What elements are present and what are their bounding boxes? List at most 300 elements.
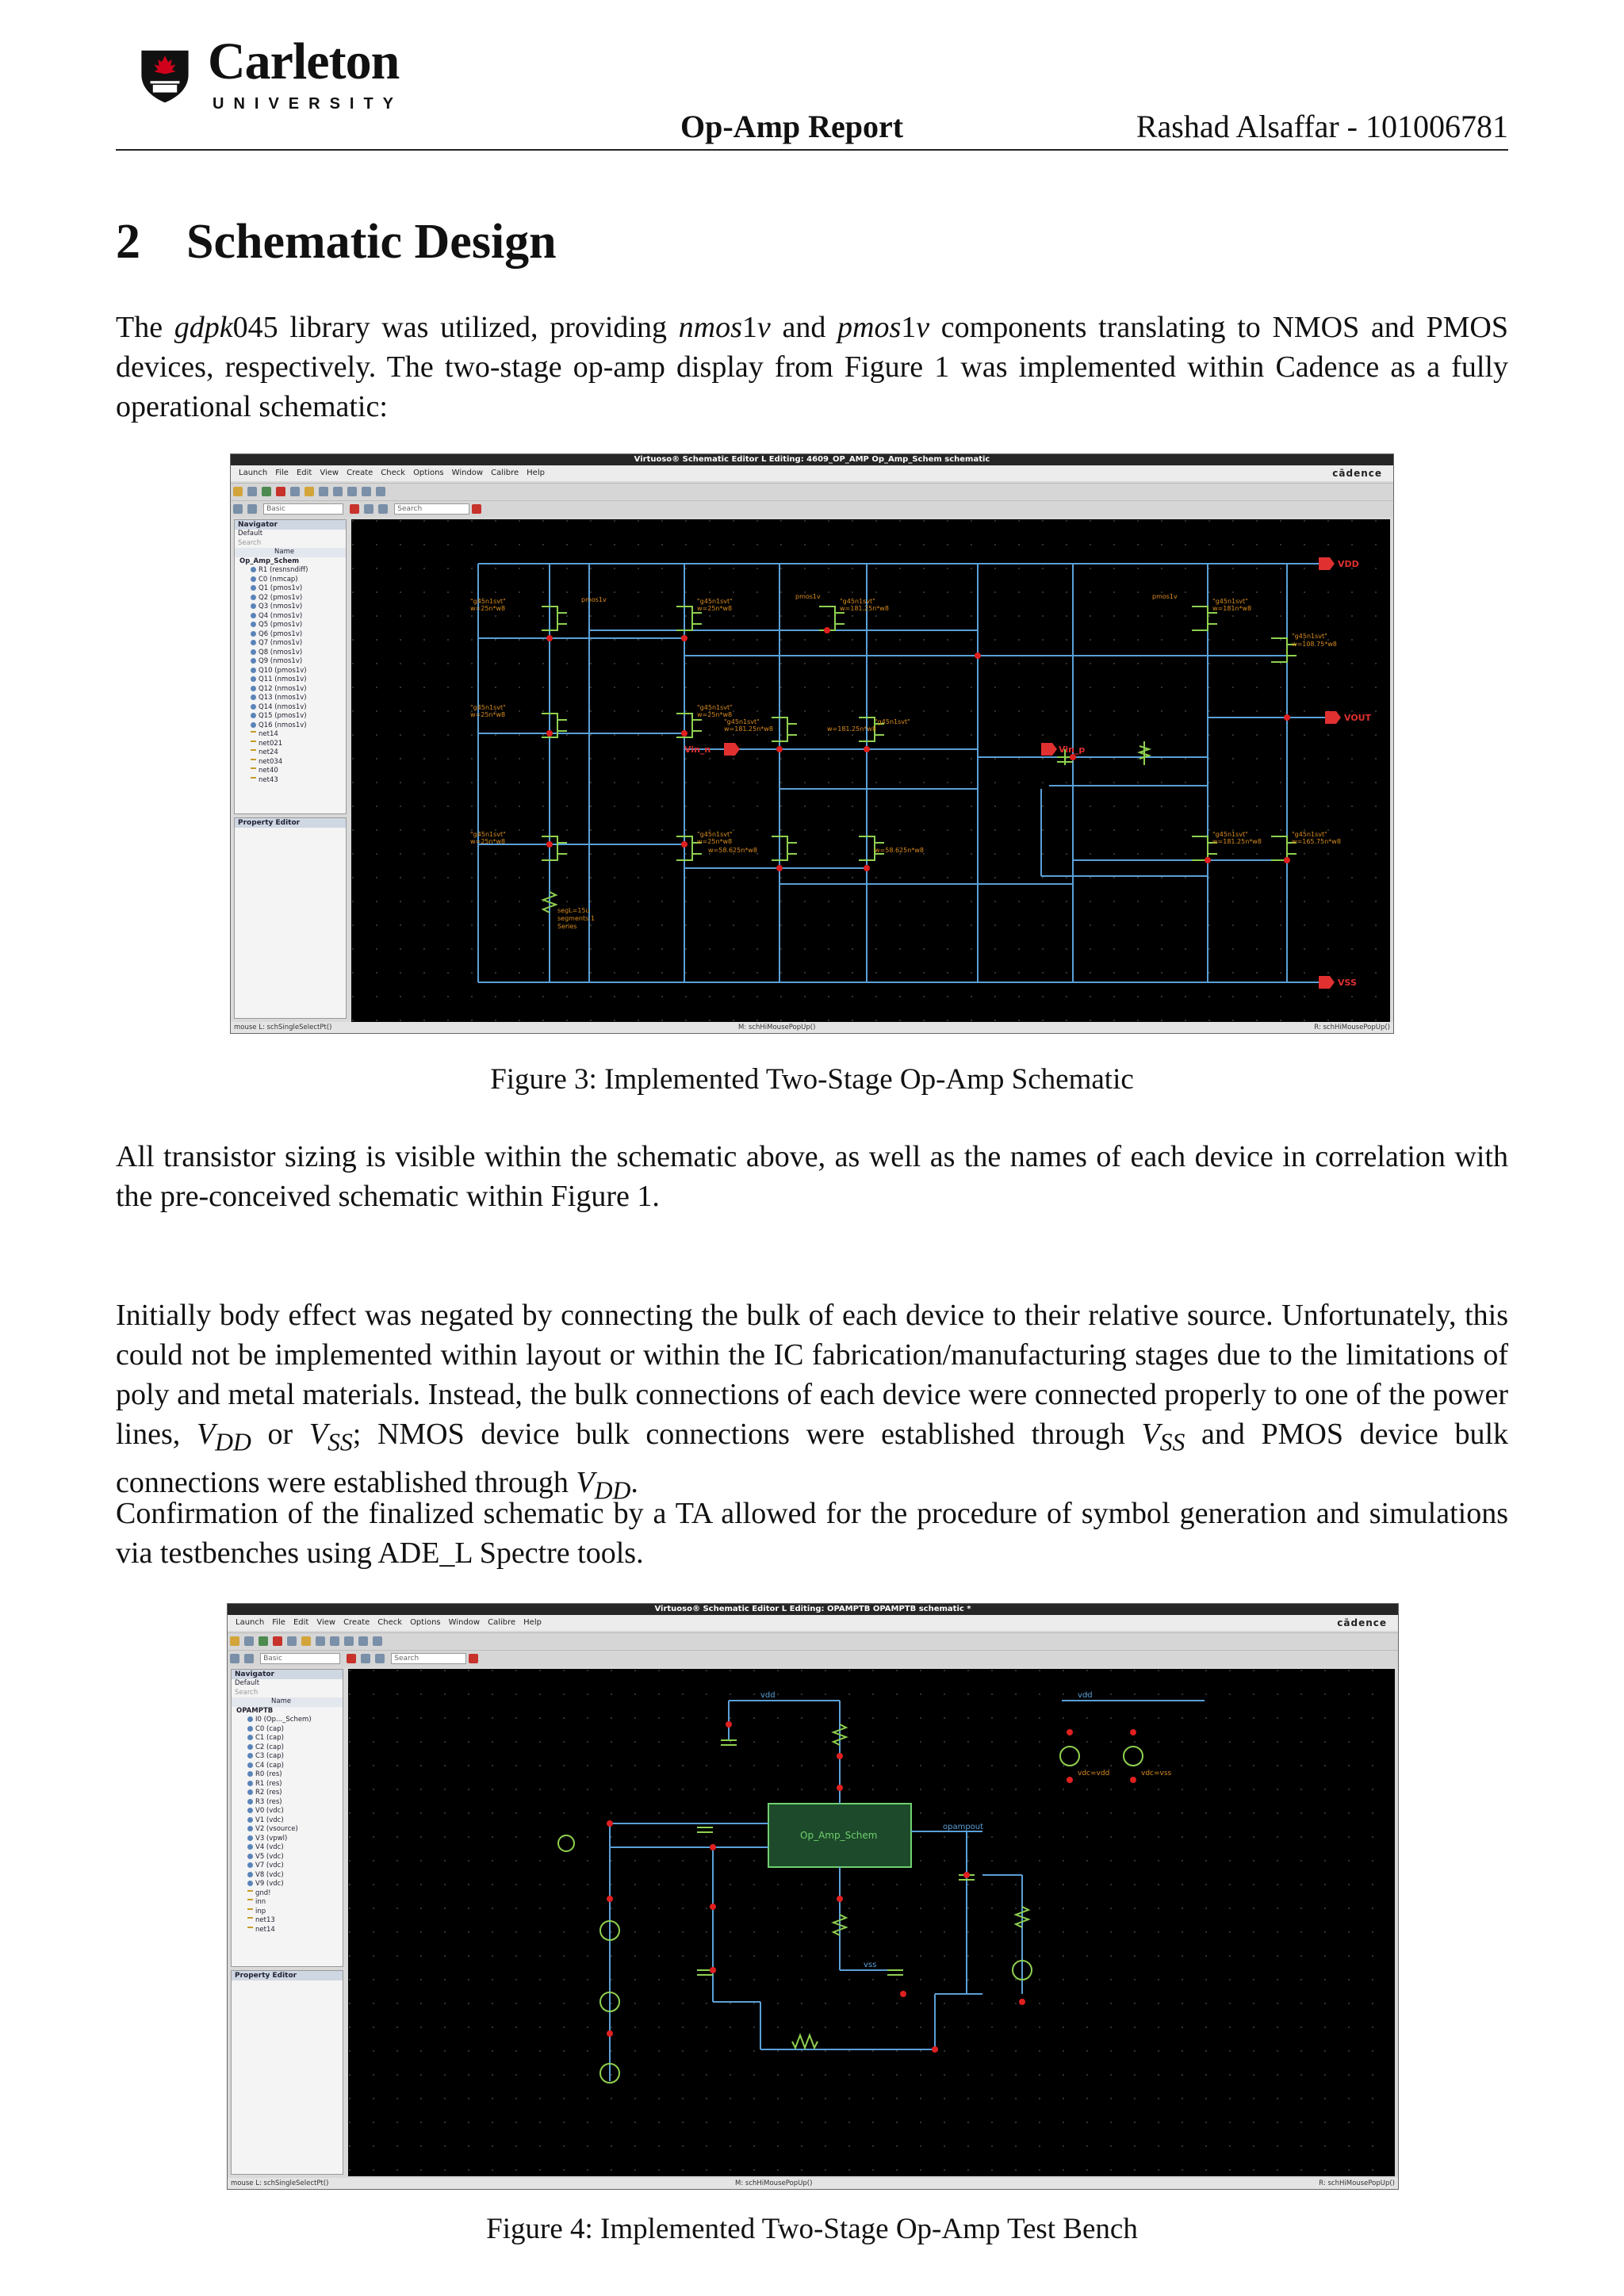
tree-item[interactable] bbox=[235, 675, 346, 685]
instance-icon bbox=[251, 567, 256, 572]
svg-text:segL=15u: segL=15u bbox=[557, 907, 590, 914]
instance-icon bbox=[247, 1854, 253, 1859]
tree-item[interactable] bbox=[235, 685, 346, 695]
text: DD bbox=[594, 1476, 631, 1505]
svg-text:w=181n*w8: w=181n*w8 bbox=[1212, 605, 1252, 612]
paragraph-confirmation: Confirmation of the finalized schematic by a TA allowed for the procedure of symbol generation and simulations via testbenches using ADE_L Spectre tools. bbox=[116, 1497, 1508, 1570]
tree-item[interactable] bbox=[232, 1734, 343, 1743]
tree-item-label: net14 bbox=[255, 1925, 275, 1934]
svg-text:w=58.625n*w8: w=58.625n*w8 bbox=[708, 847, 757, 854]
tree-item[interactable] bbox=[232, 1770, 343, 1780]
tree-item-label: inn bbox=[255, 1898, 266, 1906]
property-editor-panel bbox=[234, 817, 347, 1019]
tree-item-label: V1 (vdc) bbox=[255, 1816, 284, 1824]
menu-window[interactable]: Window bbox=[451, 469, 484, 477]
tree-item-label: Q2 (pmos1v) bbox=[259, 593, 303, 602]
instance-icon bbox=[251, 613, 256, 618]
instance-icon bbox=[247, 1872, 253, 1877]
zoom-in-icon[interactable] bbox=[319, 487, 328, 496]
instance-icon bbox=[251, 686, 256, 691]
vss-pin-label: VSS bbox=[1338, 978, 1357, 988]
section-number: 2 bbox=[116, 215, 140, 269]
header-rule bbox=[116, 149, 1508, 151]
instance-icon bbox=[251, 595, 256, 600]
instance-icon bbox=[251, 622, 256, 627]
tree-item-label: V7 (vdc) bbox=[255, 1862, 284, 1869]
menu-options[interactable]: Options bbox=[410, 1618, 441, 1627]
tree-item[interactable] bbox=[235, 667, 346, 676]
tree-item[interactable] bbox=[232, 1816, 343, 1826]
net-icon bbox=[247, 1890, 253, 1896]
tree-item[interactable] bbox=[232, 1880, 343, 1889]
filter-select[interactable]: Default bbox=[238, 530, 263, 538]
tree-item[interactable] bbox=[235, 603, 346, 612]
instance-icon bbox=[251, 676, 256, 682]
svg-text:pmos1v: pmos1v bbox=[1152, 593, 1178, 600]
menu-bar bbox=[231, 465, 1393, 481]
stretch-icon[interactable] bbox=[378, 504, 388, 514]
instance-icon bbox=[247, 1726, 253, 1732]
save-icon[interactable] bbox=[247, 487, 257, 496]
instance-icon bbox=[251, 576, 256, 582]
text: . bbox=[630, 1465, 638, 1499]
text: The bbox=[116, 311, 174, 344]
net-icon bbox=[251, 740, 256, 746]
tree-item-label: Q13 (nmos1v) bbox=[259, 694, 307, 702]
carleton-shield-icon bbox=[136, 38, 193, 113]
status-right: R: schHiMousePopUp() bbox=[1319, 2179, 1395, 2187]
net-icon bbox=[251, 759, 256, 764]
redo-icon[interactable] bbox=[247, 504, 257, 514]
tree-item-label: Q4 (nmos1v) bbox=[259, 611, 303, 620]
tree-item[interactable] bbox=[232, 1752, 343, 1762]
vout-pin-label: VOUT bbox=[1344, 713, 1372, 723]
toolbar-secondary bbox=[228, 1650, 1398, 1667]
schematic-canvas[interactable] bbox=[351, 519, 1390, 1022]
instance-icon bbox=[247, 1753, 253, 1758]
text: pmos bbox=[837, 311, 902, 344]
window-title: Virtuoso® Schematic Editor L Editing: OPAMPTB OPAMPTB schematic * bbox=[228, 1604, 1398, 1615]
tree-item-label: net034 bbox=[259, 757, 283, 766]
header-title: Op-Amp Report bbox=[680, 109, 904, 144]
navigator-search[interactable]: Search bbox=[235, 1688, 259, 1697]
tree-item[interactable] bbox=[232, 1780, 343, 1789]
instance-icon bbox=[247, 1862, 253, 1868]
menu-help[interactable]: Help bbox=[527, 469, 545, 477]
workspace-dropdown-icon[interactable] bbox=[347, 1654, 356, 1663]
stretch-icon[interactable] bbox=[375, 1654, 385, 1663]
cadence-logo: cādence bbox=[1332, 468, 1382, 479]
menu-create[interactable]: Create bbox=[343, 1618, 370, 1627]
instance-icon bbox=[247, 1781, 253, 1786]
tree-item-label: V9 (vdc) bbox=[255, 1880, 284, 1888]
paragraph-body-effect bbox=[116, 1295, 1508, 1510]
tree-item[interactable] bbox=[235, 767, 346, 776]
net-icon bbox=[247, 1908, 253, 1914]
tree-item[interactable] bbox=[232, 1862, 343, 1871]
tree-item-label: V8 (vdc) bbox=[255, 1870, 284, 1879]
tree-item-label: Q9 (nmos1v) bbox=[259, 657, 303, 665]
vin-n-pin-label: Vin_n bbox=[684, 744, 711, 755]
filter-select[interactable]: Default bbox=[235, 1679, 260, 1687]
svg-text:w=25n*w8: w=25n*w8 bbox=[697, 605, 733, 612]
delete-icon[interactable] bbox=[273, 1636, 282, 1646]
paragraph-sizing: All transistor sizing is visible within the schematic above, as well as the names of each device in correlation with the pre-conceived schematic within Figure 1. bbox=[116, 1140, 1508, 1213]
pin-icon[interactable] bbox=[358, 1636, 368, 1646]
property-editor-panel bbox=[231, 1970, 343, 2175]
section-heading bbox=[116, 214, 557, 270]
figure4-caption: Figure 4: Implemented Two-Stage Op-Amp Test Bench bbox=[486, 2213, 1138, 2245]
svg-text:w=25n*w8: w=25n*w8 bbox=[470, 605, 506, 612]
tree-item[interactable] bbox=[235, 748, 346, 758]
svg-text:"g45n1svt": "g45n1svt" bbox=[1212, 831, 1248, 838]
instance-icon bbox=[251, 713, 256, 718]
tree-item-label: Q3 (nmos1v) bbox=[259, 603, 303, 610]
search-input[interactable]: Search bbox=[394, 503, 469, 515]
logo-wordmark: Carleton bbox=[208, 33, 400, 90]
status-bar bbox=[231, 1022, 1393, 1033]
svg-text:"g45n1svt": "g45n1svt" bbox=[840, 598, 875, 605]
tree-item-label: Q8 (nmos1v) bbox=[259, 648, 303, 656]
tree-item[interactable] bbox=[235, 612, 346, 622]
svg-text:w=25n*w8: w=25n*w8 bbox=[697, 711, 733, 718]
tree-item[interactable] bbox=[232, 1898, 343, 1908]
instance-icon bbox=[247, 1826, 253, 1831]
tree-item-label: V2 (vsource) bbox=[255, 1825, 298, 1833]
tree-item-label: gnd! bbox=[255, 1888, 271, 1897]
tree-item[interactable] bbox=[232, 1835, 343, 1844]
tree-item-label: Q1 (pmos1v) bbox=[259, 584, 303, 592]
label-icon[interactable] bbox=[301, 1636, 311, 1646]
zoom-out-icon[interactable] bbox=[333, 487, 343, 496]
instance-icon bbox=[247, 1735, 253, 1740]
label-icon[interactable] bbox=[304, 487, 314, 496]
toolbar-main bbox=[231, 483, 1393, 499]
toolbar-secondary bbox=[231, 500, 1393, 517]
wire-icon[interactable] bbox=[290, 487, 300, 496]
instance-icon bbox=[247, 1716, 253, 1722]
instance-icon bbox=[247, 1844, 253, 1850]
text: nmos bbox=[678, 311, 742, 344]
tree-item-label: Q6 (pmos1v) bbox=[259, 629, 303, 638]
opamp-schematic bbox=[351, 519, 1390, 1022]
instance-icon bbox=[251, 658, 256, 664]
cadence-logo: cādence bbox=[1337, 1617, 1387, 1628]
tree-root[interactable]: Op_Amp_Schem bbox=[239, 557, 300, 565]
tree-item[interactable] bbox=[235, 712, 346, 721]
menu-view[interactable]: View bbox=[316, 1618, 336, 1627]
search-input[interactable]: Search bbox=[391, 1653, 466, 1664]
workspace-select[interactable]: Basic bbox=[263, 503, 343, 515]
tree-item[interactable] bbox=[235, 630, 346, 640]
instance-icon bbox=[251, 695, 256, 700]
menu-calibre[interactable]: Calibre bbox=[488, 1618, 516, 1627]
tree-item-label: Q11 (nmos1v) bbox=[259, 675, 307, 683]
menu-bar bbox=[228, 1615, 1398, 1631]
status-left: mouse L: schSingleSelectPt() bbox=[234, 1024, 332, 1031]
menu-create[interactable]: Create bbox=[347, 469, 373, 477]
tree-item-label: net13 bbox=[255, 1916, 275, 1924]
net-icon bbox=[251, 749, 256, 755]
tree-item-label: R2 (res) bbox=[255, 1789, 282, 1797]
testbench-canvas[interactable] bbox=[348, 1669, 1395, 2176]
add-icon[interactable] bbox=[259, 1636, 268, 1646]
tree-item[interactable] bbox=[235, 758, 346, 767]
tree-item-label: R3 (res) bbox=[255, 1797, 282, 1806]
svg-text:pmos1v: pmos1v bbox=[581, 596, 607, 603]
paragraph-intro bbox=[116, 308, 1508, 427]
navigator-panel bbox=[234, 519, 347, 814]
menu-file[interactable]: File bbox=[272, 1618, 285, 1627]
net-icon bbox=[247, 1927, 253, 1932]
svg-text:pmos1v: pmos1v bbox=[795, 593, 821, 600]
menu-file[interactable]: File bbox=[275, 469, 289, 477]
tree-item[interactable] bbox=[232, 1743, 343, 1753]
vss-net-label: vss bbox=[864, 1961, 877, 1969]
status-left: mouse L: schSingleSelectPt() bbox=[231, 2179, 329, 2187]
menu-check[interactable]: Check bbox=[381, 469, 406, 477]
text: 045 library was utilized, providing bbox=[232, 311, 679, 344]
workspace-dropdown-icon[interactable] bbox=[350, 504, 359, 514]
tree-item-label: Q12 (nmos1v) bbox=[259, 684, 307, 693]
tree-item[interactable] bbox=[232, 1843, 343, 1853]
tree-item-label: C0 (cap) bbox=[255, 1724, 284, 1733]
tree-item[interactable] bbox=[235, 721, 346, 731]
tree-item-label: net24 bbox=[259, 748, 278, 756]
tree-item-label: C1 (cap) bbox=[255, 1734, 284, 1742]
instance-icon bbox=[251, 640, 256, 645]
tree-item[interactable] bbox=[235, 740, 346, 749]
add-icon[interactable] bbox=[262, 487, 271, 496]
svg-text:w=181.25n*w8: w=181.25n*w8 bbox=[724, 725, 773, 733]
text: V bbox=[576, 1465, 595, 1499]
search-icon[interactable] bbox=[469, 1654, 478, 1663]
status-mid: M: schHiMousePopUp() bbox=[738, 1024, 816, 1031]
svg-text:"g45n1svt": "g45n1svt" bbox=[470, 704, 506, 711]
tree-item-label: R1 (res) bbox=[255, 1779, 282, 1788]
workspace-select[interactable]: Basic bbox=[260, 1653, 340, 1664]
tree-item[interactable] bbox=[235, 594, 346, 603]
text: and PMOS device bulk connections were established through bbox=[116, 1418, 1509, 1499]
instance-icon bbox=[247, 1808, 253, 1813]
text: and bbox=[770, 311, 838, 344]
undo-icon[interactable] bbox=[233, 504, 243, 514]
testbench-schematic bbox=[348, 1669, 1395, 2176]
tree-item[interactable] bbox=[232, 1889, 343, 1899]
tree-item-label: C0 (nmcap) bbox=[259, 575, 298, 584]
tree-item-label: C2 (cap) bbox=[255, 1743, 284, 1751]
tree-item[interactable] bbox=[232, 1798, 343, 1808]
fit-icon[interactable] bbox=[347, 487, 357, 496]
select-icon[interactable] bbox=[364, 504, 373, 514]
tree-item[interactable] bbox=[232, 1916, 343, 1926]
tree-item[interactable] bbox=[232, 1807, 343, 1816]
tree-item[interactable] bbox=[235, 566, 346, 576]
svg-text:"g45n1svt": "g45n1svt" bbox=[697, 598, 733, 605]
status-right: R: schHiMousePopUp() bbox=[1314, 1024, 1390, 1031]
svg-text:"g45n1svt": "g45n1svt" bbox=[697, 831, 733, 838]
tree-item[interactable] bbox=[235, 694, 346, 703]
menu-options[interactable]: Options bbox=[413, 469, 444, 477]
tree-item-label: R1 (resnsndiff) bbox=[259, 566, 308, 574]
instance-icon bbox=[247, 1762, 253, 1768]
text: or bbox=[251, 1418, 309, 1451]
tree-item-label: Q16 (nmos1v) bbox=[259, 721, 307, 729]
tree-item[interactable] bbox=[232, 1926, 343, 1935]
figure3-caption: Figure 3: Implemented Two-Stage Op-Amp Schematic bbox=[490, 1063, 1134, 1096]
window-title: Virtuoso® Schematic Editor L Editing: 4609_OP_AMP Op_Amp_Schem schematic bbox=[231, 454, 1393, 465]
tree-item-label: V5 (vdc) bbox=[255, 1852, 284, 1861]
navigator-panel bbox=[231, 1669, 343, 1967]
tree-item[interactable] bbox=[235, 576, 346, 585]
svg-text:w=181.25n*w8: w=181.25n*w8 bbox=[840, 605, 889, 612]
svg-text:Series: Series bbox=[557, 923, 577, 930]
search-icon[interactable] bbox=[472, 504, 481, 514]
tree-item[interactable] bbox=[232, 1762, 343, 1771]
svg-text:"g45n1svt": "g45n1svt" bbox=[470, 598, 506, 605]
vdd-net-label-2: vdd bbox=[1078, 1691, 1093, 1700]
net-icon bbox=[247, 1917, 253, 1923]
zoom-in-icon[interactable] bbox=[316, 1636, 325, 1646]
svg-text:w=181.25n*w8: w=181.25n*w8 bbox=[827, 725, 876, 733]
text: v bbox=[756, 311, 771, 344]
tree-item-label: I0 (Op..._Schem) bbox=[255, 1716, 312, 1724]
text: V bbox=[308, 1418, 328, 1451]
tree-item-label: Q10 (pmos1v) bbox=[259, 666, 307, 675]
text: v bbox=[916, 311, 930, 344]
tree-item[interactable] bbox=[235, 621, 346, 630]
tree-item[interactable] bbox=[232, 1825, 343, 1835]
tree-item-label: net43 bbox=[259, 775, 278, 784]
section-title: Schematic Design bbox=[186, 215, 557, 269]
instance-icon bbox=[247, 1835, 253, 1841]
svg-text:"g45n1svt": "g45n1svt" bbox=[724, 718, 760, 725]
svg-text:"g45n1svt": "g45n1svt" bbox=[470, 831, 506, 838]
tree-item[interactable] bbox=[235, 776, 346, 786]
property-editor-title: Property Editor bbox=[232, 1971, 343, 1980]
vdd-source-label: vdc=vdd bbox=[1078, 1770, 1110, 1777]
svg-text:w=58.625n*w8: w=58.625n*w8 bbox=[875, 847, 924, 854]
open-icon[interactable] bbox=[230, 1636, 239, 1646]
tree-item[interactable] bbox=[232, 1789, 343, 1798]
text: V bbox=[1141, 1418, 1160, 1451]
vdd-pin-label: VDD bbox=[1338, 559, 1359, 569]
redo-icon[interactable] bbox=[244, 1654, 254, 1663]
tree-item[interactable] bbox=[235, 703, 346, 713]
tree-item-label: Q5 (pmos1v) bbox=[259, 621, 303, 629]
tree-item[interactable] bbox=[235, 730, 346, 740]
text: Initially body effect was negated by connecting the bulk of each device to their relative source. Unfortunately, this could not be implemented within layout or within the IC fabrication/manufacturing stages due to the limitations of poly and metal materials. Instead, the bulk connections of each device were connected properly to one of the power lines, bbox=[116, 1299, 1508, 1451]
vdd-net-label: vdd bbox=[760, 1691, 776, 1700]
text: SS bbox=[1159, 1428, 1185, 1456]
text: ; NMOS device bulk connections were established through bbox=[352, 1418, 1142, 1451]
svg-text:"g45n1svt": "g45n1svt" bbox=[1212, 598, 1248, 605]
menu-edit[interactable]: Edit bbox=[296, 469, 312, 477]
tree-item-label: Q14 (nmos1v) bbox=[259, 702, 307, 711]
tree-item[interactable] bbox=[232, 1716, 343, 1725]
undo-icon[interactable] bbox=[230, 1654, 239, 1663]
tree-item[interactable] bbox=[232, 1871, 343, 1881]
tree-list bbox=[232, 1716, 343, 1934]
tree-list bbox=[235, 566, 346, 785]
menu-launch[interactable]: Launch bbox=[236, 1618, 265, 1627]
header-author: Rashad Alsaffar - 101006781 bbox=[1136, 109, 1508, 144]
instance-icon bbox=[251, 631, 256, 637]
svg-text:w=165.75n*w8: w=165.75n*w8 bbox=[1292, 838, 1341, 845]
tree-item-label: V4 (vdc) bbox=[255, 1843, 284, 1851]
open-icon[interactable] bbox=[233, 487, 243, 496]
menu-edit[interactable]: Edit bbox=[293, 1618, 309, 1627]
navigator-title: Navigator bbox=[235, 520, 346, 530]
tree-item-label: net40 bbox=[259, 767, 278, 775]
net-icon bbox=[247, 1899, 253, 1904]
figure4-screenshot bbox=[227, 1603, 1399, 2190]
tree-item[interactable] bbox=[232, 1725, 343, 1735]
wire-icon[interactable] bbox=[287, 1636, 297, 1646]
delete-icon[interactable] bbox=[276, 487, 285, 496]
text: SS bbox=[327, 1428, 353, 1456]
instance-icon bbox=[251, 585, 256, 591]
svg-text:w=25n*w8: w=25n*w8 bbox=[470, 838, 506, 845]
vss-source-label: vdc=vss bbox=[1141, 1770, 1172, 1777]
tree-item[interactable] bbox=[232, 1908, 343, 1917]
property-editor-title: Property Editor bbox=[235, 818, 346, 828]
tree-item-label: R0 (res) bbox=[255, 1770, 282, 1778]
check-icon[interactable] bbox=[373, 1636, 382, 1646]
menu-check[interactable]: Check bbox=[377, 1618, 403, 1627]
zoom-out-icon[interactable] bbox=[330, 1636, 339, 1646]
check-icon[interactable] bbox=[376, 487, 385, 496]
tree-item[interactable] bbox=[235, 584, 346, 594]
svg-text:w=25n*w8: w=25n*w8 bbox=[470, 711, 506, 718]
instance-icon bbox=[247, 1799, 253, 1804]
tree-item[interactable] bbox=[235, 649, 346, 658]
tree-item-label: inp bbox=[255, 1907, 266, 1915]
select-icon[interactable] bbox=[361, 1654, 370, 1663]
net-icon bbox=[251, 731, 256, 737]
tree-item[interactable] bbox=[235, 657, 346, 667]
menu-window[interactable]: Window bbox=[448, 1618, 481, 1627]
status-bar bbox=[228, 2178, 1398, 2189]
text: DD bbox=[215, 1428, 251, 1456]
tree-item[interactable] bbox=[232, 1853, 343, 1862]
tree-item-label: Q7 (nmos1v) bbox=[259, 639, 303, 647]
svg-text:"g45n1svt": "g45n1svt" bbox=[1292, 633, 1327, 640]
menu-help[interactable]: Help bbox=[523, 1618, 542, 1627]
tree-root[interactable]: OPAMPTB bbox=[236, 1706, 274, 1715]
svg-text:"g45n1svt": "g45n1svt" bbox=[1292, 831, 1327, 838]
instance-icon bbox=[251, 668, 256, 673]
instance-icon bbox=[251, 722, 256, 728]
save-icon[interactable] bbox=[244, 1636, 254, 1646]
menu-calibre[interactable]: Calibre bbox=[491, 469, 519, 477]
text: 1 bbox=[901, 311, 917, 344]
logo-subtitle: UNIVERSITY bbox=[213, 95, 404, 113]
navigator-search[interactable]: Search bbox=[238, 538, 262, 547]
svg-text:w=181.25n*w8: w=181.25n*w8 bbox=[1212, 838, 1262, 845]
instance-icon bbox=[247, 1817, 253, 1823]
fit-icon[interactable] bbox=[344, 1636, 354, 1646]
instance-icon bbox=[247, 1771, 253, 1777]
tree-item[interactable] bbox=[235, 639, 346, 649]
net-icon bbox=[251, 767, 256, 773]
text: components translating to NMOS and PMOS devices, respectively. The two-stage op-amp display from Figure 1 was implemented within Cadence as a fully operational schematic: bbox=[116, 311, 1508, 423]
opamp-block-label: Op_Amp_Schem bbox=[800, 1830, 878, 1841]
instance-icon bbox=[247, 1789, 253, 1795]
pin-icon[interactable] bbox=[362, 487, 371, 496]
menu-view[interactable]: View bbox=[320, 469, 339, 477]
menu-launch[interactable]: Launch bbox=[239, 469, 268, 477]
